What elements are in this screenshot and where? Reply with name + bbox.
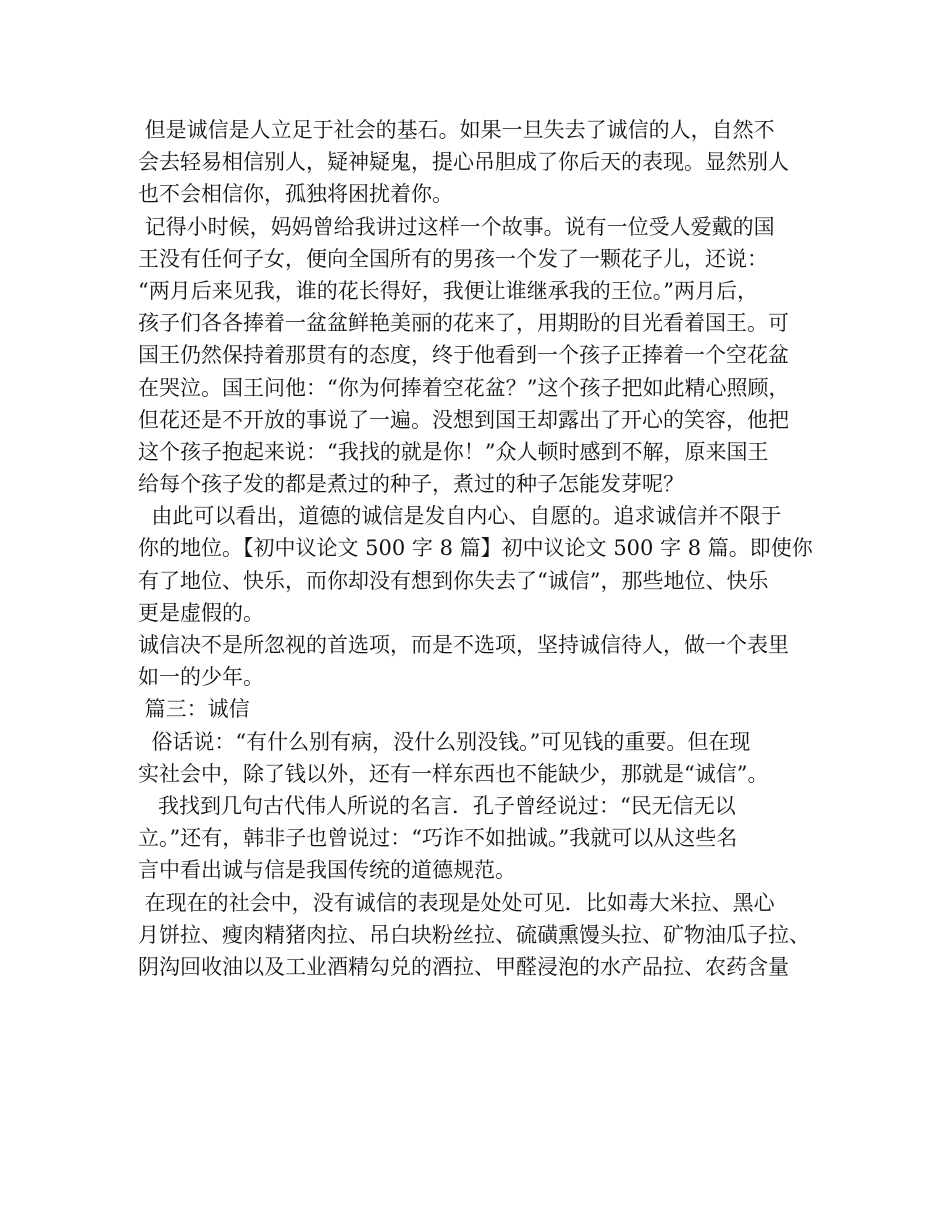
text-line: 孩子们各各捧着一盆盆鲜艳美丽的花来了，用期盼的目光看着国王。可 bbox=[138, 311, 789, 336]
text-line: 这个孩子抱起来说：“我找的就是你！”众人顿时感到不解，原来国王 bbox=[138, 439, 769, 464]
text-line: 阴沟回收油以及工业酒精勾兑的酒拉、甲醛浸泡的水产品拉、农药含量 bbox=[138, 954, 789, 979]
text-line: 实社会中，除了钱以外，还有一样东西也不能缺少，那就是“诚信”。 bbox=[138, 761, 769, 786]
text-line: 在现在的社会中，没有诚信的表现是处处可见．比如毒大米拉、黑心 bbox=[138, 890, 775, 915]
text-line: 在哭泣。国王问他：“你为何捧着空花盆？”这个孩子把如此精心照顾， bbox=[138, 375, 790, 400]
text-line: 记得小时候，妈妈曾给我讲过这样一个故事。说有一位受人爱戴的国 bbox=[138, 214, 775, 239]
text-line: 立。”还有，韩非子也曾说过：“巧诈不如拙诚。”我就可以从这些名 bbox=[138, 826, 738, 851]
text-line: 也不会相信你，孤独将困扰着你。 bbox=[138, 182, 453, 207]
text-line: 如一的少年。 bbox=[138, 665, 264, 690]
text-line: 月饼拉、瘦肉精猪肉拉、吊白块粉丝拉、硫磺熏馒头拉、矿物油瓜子拉、 bbox=[138, 922, 810, 947]
text-line: 王没有任何子女，便向全国所有的男孩一个发了一颗花子儿，还说： bbox=[138, 246, 768, 271]
essay-body bbox=[138, 114, 828, 983]
text-line: 会去轻易相信别人，疑神疑鬼，提心吊胆成了你后天的表现。显然别人 bbox=[138, 150, 789, 175]
text-line: 俗话说：“有什么别有病，没什么别没钱。”可见钱的重要。但在现 bbox=[138, 729, 751, 754]
text-line: 国王仍然保持着那贯有的态度，终于他看到一个孩子正捧着一个空花盆 bbox=[138, 343, 789, 368]
text-line: 诚信决不是所忽视的首选项，而是不选项，坚持诚信待人，做一个表里 bbox=[138, 633, 789, 657]
text-line: 但花还是不开放的事说了一遍。没想到国王却露出了开心的笑容，他把 bbox=[138, 407, 789, 432]
text-line: 更是虚假的。 bbox=[138, 600, 264, 625]
text-line: 但是诚信是人立足于社会的基石。如果一旦失去了诚信的人，自然不 bbox=[138, 118, 775, 142]
text-line: 给每个孩子发的都是煮过的种子，煮过的种子怎能发芽呢？ bbox=[138, 472, 684, 497]
section-heading: 篇三：诚信 bbox=[138, 697, 250, 722]
text-line: 你的地位。【初中议论文 500 字 8 篇】初中议论文 500 字 8 篇。即使你 bbox=[138, 536, 813, 561]
text-line: 有了地位、快乐，而你却没有想到你失去了“诚信”，那些地位、快乐 bbox=[138, 568, 769, 593]
text-line: 我找到几句古代伟人所说的名言．孔子曾经说过：“民无信无以 bbox=[138, 793, 736, 818]
text-line: “两月后来见我，谁的花长得好，我便让谁继承我的王位。”两月后， bbox=[138, 278, 758, 303]
text-line: 由此可以看出，道德的诚信是发自内心、自愿的。追求诚信并不限于 bbox=[138, 504, 782, 529]
text-line: 言中看出诚与信是我国传统的道德规范。 bbox=[138, 858, 516, 883]
